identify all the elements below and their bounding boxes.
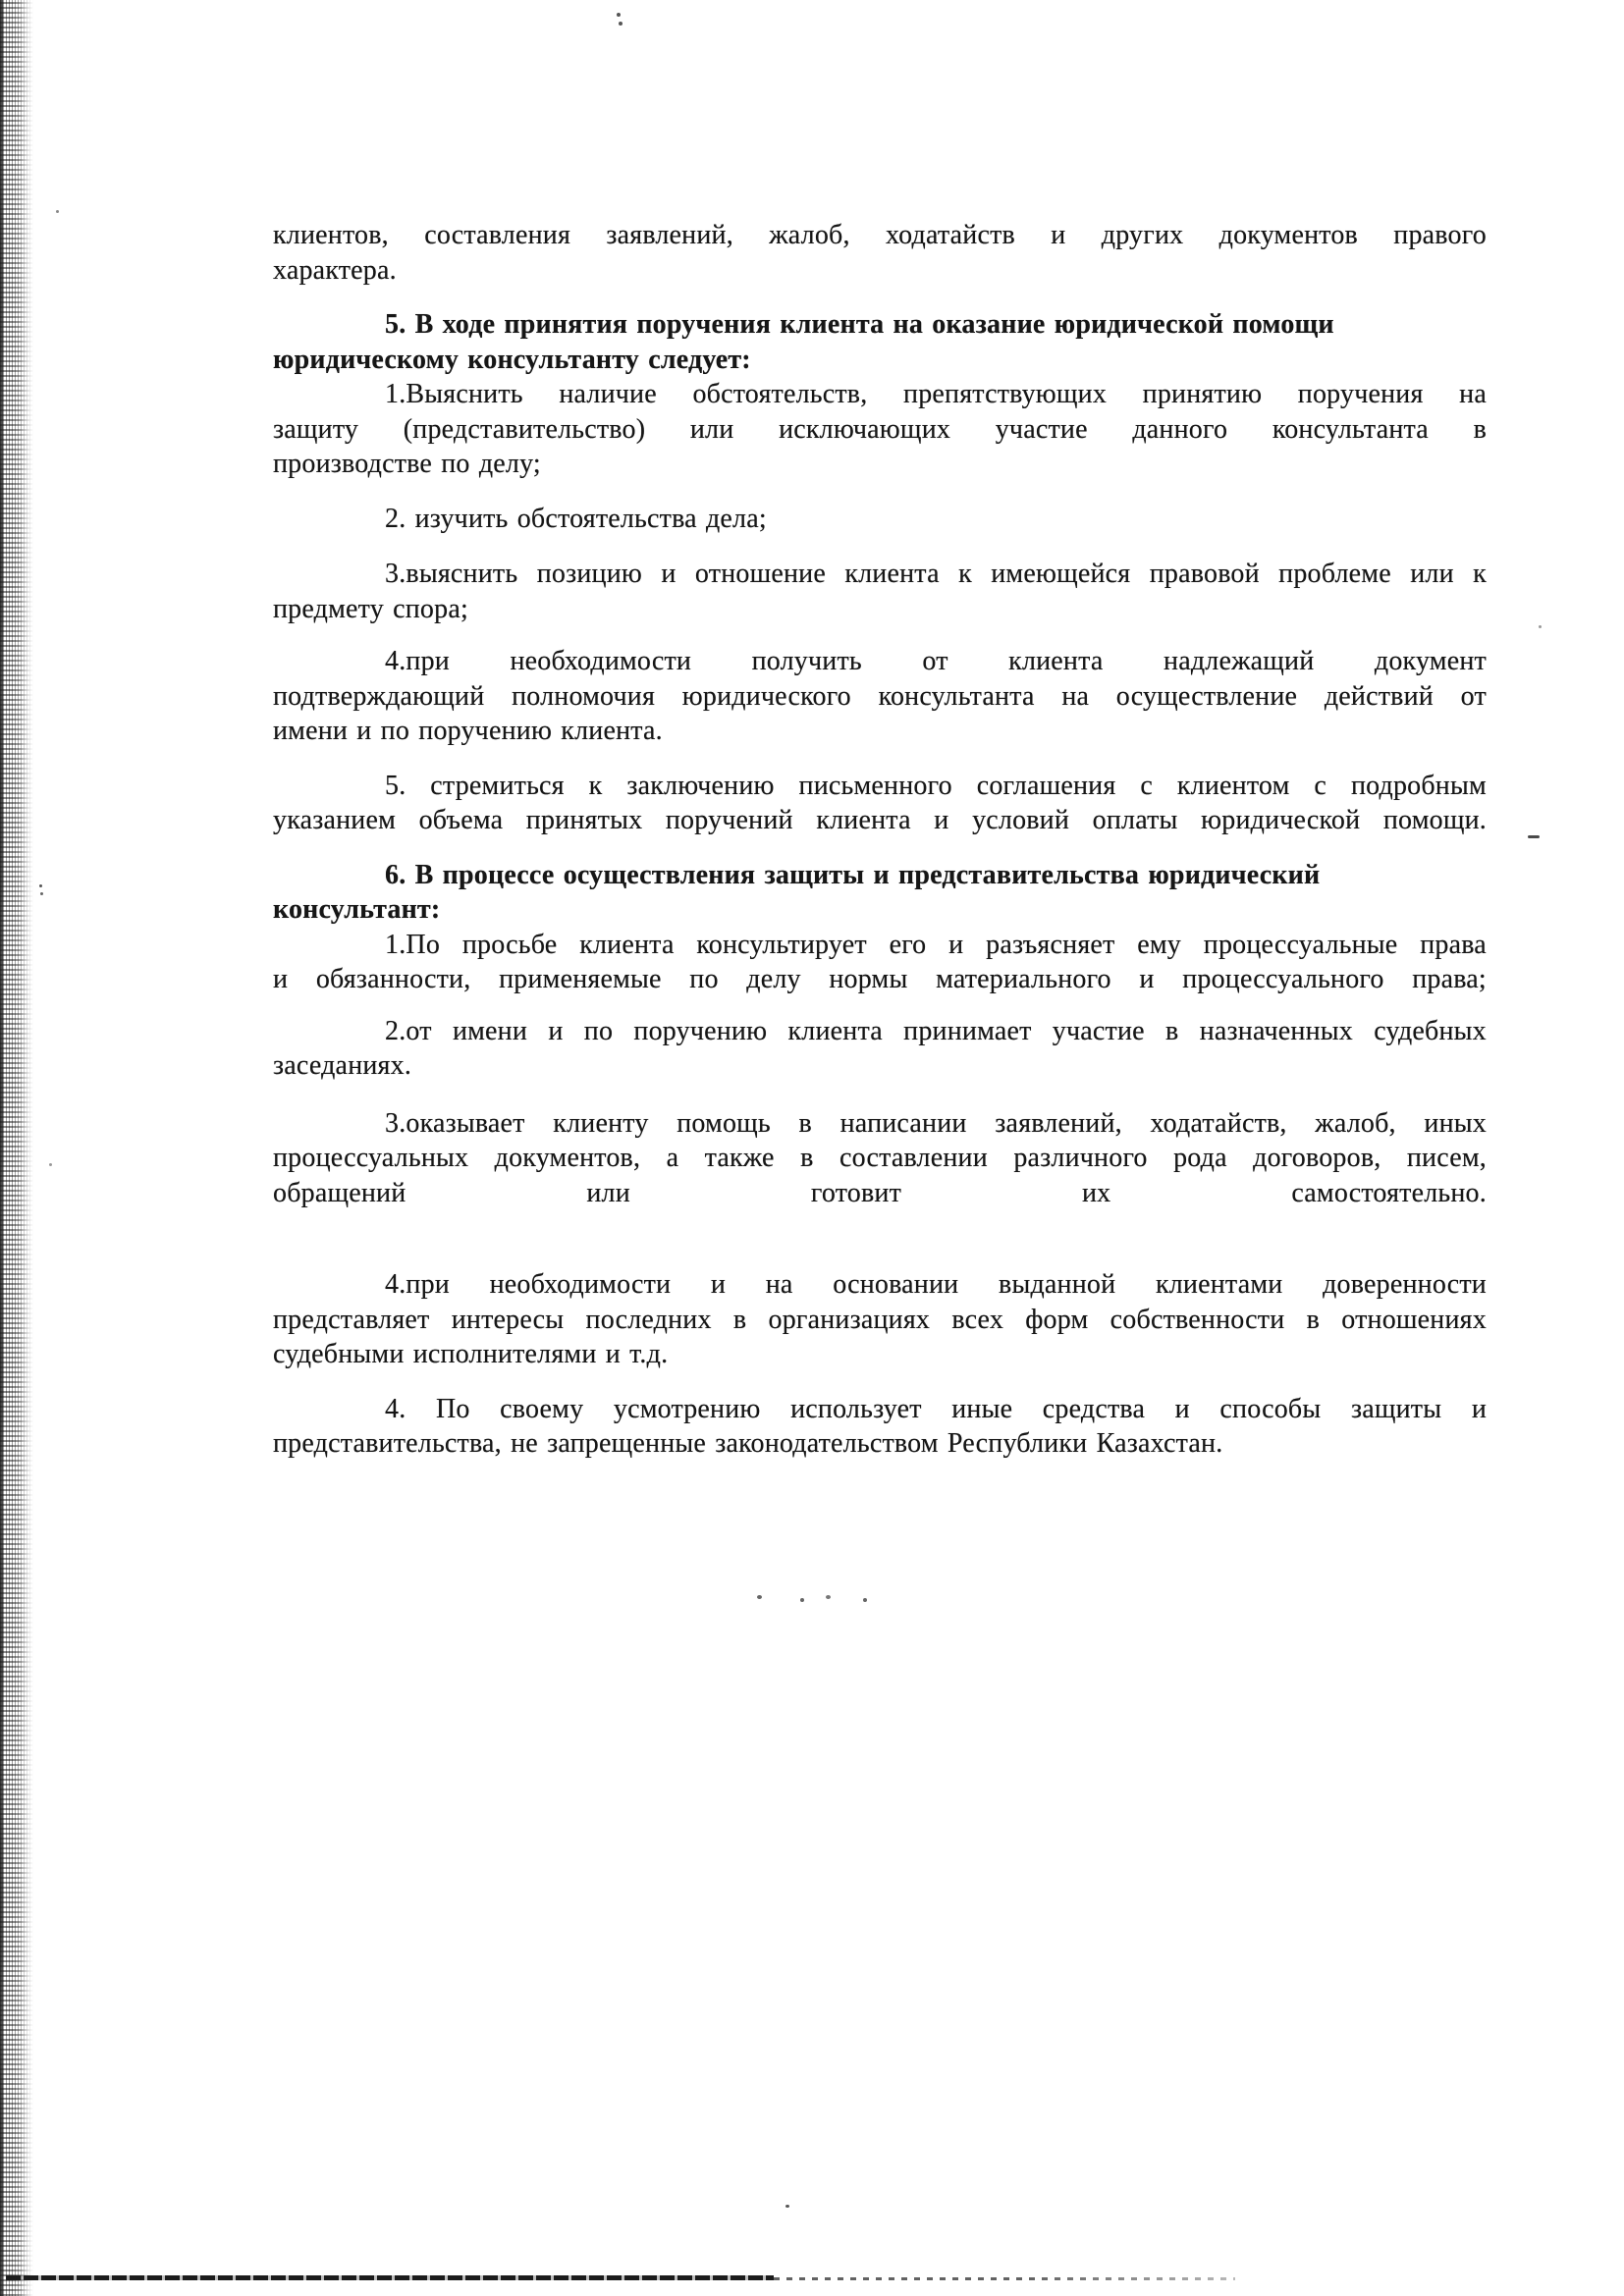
heading-line: 6. В процессе осуществления защиты и представительства юридический: [385, 859, 1321, 890]
paragraph: [273, 1392, 1487, 1462]
scan-speck: [56, 210, 59, 213]
scan-bottom-line-tail: [774, 2277, 1235, 2280]
text-line: указанием объема принятых поручений клиента и условий оплаты юридической помощи.: [273, 805, 1487, 835]
text-line: имени и по поручению клиента.: [273, 716, 663, 746]
text-line: представительства, не запрещенные законодательством Республики Казахстан.: [273, 1428, 1223, 1459]
heading-line: юридическому консультанту следует:: [273, 344, 751, 375]
heading-line: консультант:: [273, 894, 441, 925]
scan-speck: [757, 1595, 762, 1599]
text-line: процессуальных документов, а также в составлении различного рода договоров, писем,: [273, 1143, 1487, 1173]
paragraph: [273, 377, 1487, 482]
text-line: 3.оказывает клиенту помощь в написании заявлений, ходатайств, жалоб, иных: [385, 1107, 1487, 1139]
text-line: 5. стремиться к заключению письменного соглашения с клиентом с подробным: [385, 770, 1487, 801]
text-line: 4. По своему усмотрению использует иные средства и способы защиты и: [385, 1393, 1487, 1424]
paragraph: [273, 1014, 1487, 1084]
text-line: судебными исполнителями и т.д.: [273, 1339, 669, 1369]
scan-speck: [826, 1595, 831, 1599]
text-line: 3.выяснить позицию и отношение клиента к имеющейся правовой проблеме или к: [385, 559, 1487, 589]
scan-speck: [863, 1598, 867, 1602]
text-block: [273, 218, 1487, 1462]
text-line: 2.от имени и по поручению клиента принимает участие в назначенных судебных: [385, 1015, 1487, 1046]
paragraph: [273, 218, 1487, 288]
scan-noise-left-edge: [0, 0, 33, 2296]
text-line: производстве по делу;: [273, 449, 541, 479]
paragraph: [273, 928, 1487, 997]
paragraph: [273, 502, 1487, 537]
text-line: 2. изучить обстоятельства дела;: [385, 503, 767, 534]
scan-speck: [800, 1598, 804, 1602]
scan-edge-line: [0, 0, 3, 2296]
heading-line: 5. В ходе принятия поручения клиента на оказание юридической помощи: [385, 309, 1334, 340]
paragraph: [273, 769, 1487, 838]
text-line: обращений или готовит их самостоятельно.: [273, 1177, 1487, 1208]
text-line: подтверждающий полномочия юридического консультанта на осуществление действий от: [273, 680, 1487, 712]
text-line: защиту (представительство) или исключающих участие данного консультанта в: [273, 413, 1487, 445]
text-line: представляет интересы последних в организациях всех форм собственности в отношениях: [273, 1304, 1487, 1335]
text-line: клиентов, составления заявлений, жалоб, ходатайств и других документов правого: [273, 220, 1487, 250]
text-line: и обязанности, применяемые по делу нормы материального и процессуального права;: [273, 964, 1487, 994]
text-line: 1.Выяснить наличие обстоятельств, препятствующих принятию поручения на: [385, 379, 1487, 409]
heading: [273, 858, 1487, 928]
scan-speck: [785, 2205, 789, 2208]
paragraph: [273, 1267, 1487, 1372]
scan-speck: [617, 13, 621, 17]
scan-speck: [39, 884, 42, 887]
text-line: заседаниях.: [273, 1050, 412, 1081]
text-line: 1.По просьбе клиента консультирует его и разъясняет ему процессуальные права: [385, 929, 1487, 960]
scan-speck: [1528, 835, 1540, 838]
text-line: 4.при необходимости и на основании выданной клиентами доверенности: [385, 1269, 1487, 1300]
paragraph: [273, 1106, 1487, 1211]
scan-speck: [1539, 625, 1542, 628]
heading: [273, 307, 1487, 377]
text-line: характера.: [273, 254, 397, 286]
text-line: предмету спора;: [273, 593, 468, 624]
paragraph: [273, 557, 1487, 626]
paragraph: [273, 644, 1487, 749]
scan-speck: [49, 1163, 52, 1166]
scan-bottom-line: [6, 2275, 774, 2280]
text-line: 4.при необходимости получить от клиента надлежащий документ: [385, 646, 1487, 676]
